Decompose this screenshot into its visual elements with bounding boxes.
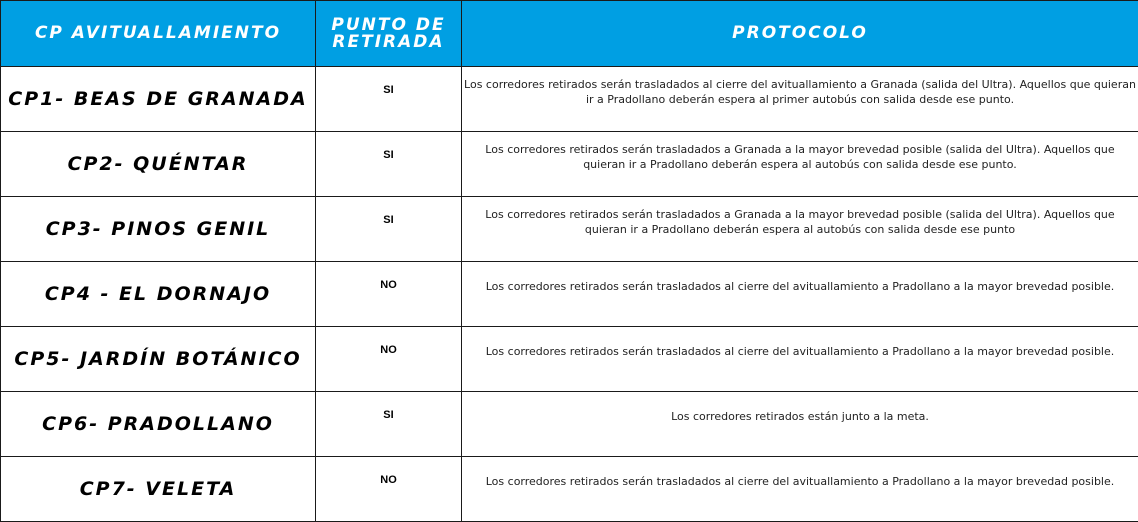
retire-point-value: SI <box>316 197 462 262</box>
checkpoint-name: CP3- PINOS GENIL <box>1 197 316 262</box>
retire-point-value: SI <box>316 392 462 457</box>
header-checkpoint: CP AVITUALLAMIENTO <box>1 1 316 67</box>
protocol-text: Los corredores retirados están junto a la meta. <box>462 392 1138 457</box>
table-row <box>1 327 1138 392</box>
protocol-text: Los corredores retirados serán trasladados al cierre del avituallamiento a Pradollano a la mayor brevedad posible. <box>462 327 1138 392</box>
protocol-text: Los corredores retirados serán trasladados al cierre del avituallamiento a Pradollano a la mayor brevedad posible. <box>462 457 1138 522</box>
checkpoint-name: CP1- BEAS DE GRANADA <box>1 67 316 132</box>
protocol-text: Los corredores retirados serán trasladados a Granada a la mayor brevedad posible (salida del Ultra). Aquellos que quieran ir a Pradollano deberán espera al autobús con salida desde ese punto <box>462 197 1138 262</box>
table-row <box>1 197 1138 262</box>
checkpoint-name: CP5- JARDÍN BOTÁNICO <box>1 327 316 392</box>
table-row <box>1 457 1138 522</box>
checkpoint-name: CP6- PRADOLLANO <box>1 392 316 457</box>
header-row <box>1 1 1138 67</box>
protocol-text: Los corredores retirados serán trasladados al cierre del avituallamiento a Granada (salida del Ultra). Aquellos que quieran ir a Pradollano deberán espera al primer autobús con salida desde ese punto. <box>462 67 1138 132</box>
table-row <box>1 392 1138 457</box>
header-protocol: PROTOCOLO <box>462 1 1138 67</box>
table-row <box>1 132 1138 197</box>
checkpoint-name: CP4 - EL DORNAJO <box>1 262 316 327</box>
checkpoint-name: CP2- QUÉNTAR <box>1 132 316 197</box>
checkpoint-name: CP7- VELETA <box>1 457 316 522</box>
retire-point-value: NO <box>316 457 462 522</box>
protocol-text: Los corredores retirados serán trasladados al cierre del avituallamiento a Pradollano a la mayor brevedad posible. <box>462 262 1138 327</box>
header-retire-point: PUNTO DE RETIRADA <box>316 1 462 67</box>
retire-point-value: NO <box>316 262 462 327</box>
retire-point-value: NO <box>316 327 462 392</box>
table-row <box>1 262 1138 327</box>
retire-point-value: SI <box>316 132 462 197</box>
protocol-text: Los corredores retirados serán trasladados a Granada a la mayor brevedad posible (salida del Ultra). Aquellos que quieran ir a Pradollano deberán espera al autobús con salida desde ese punto. <box>462 132 1138 197</box>
retire-point-value: SI <box>316 67 462 132</box>
table-row <box>1 67 1138 132</box>
